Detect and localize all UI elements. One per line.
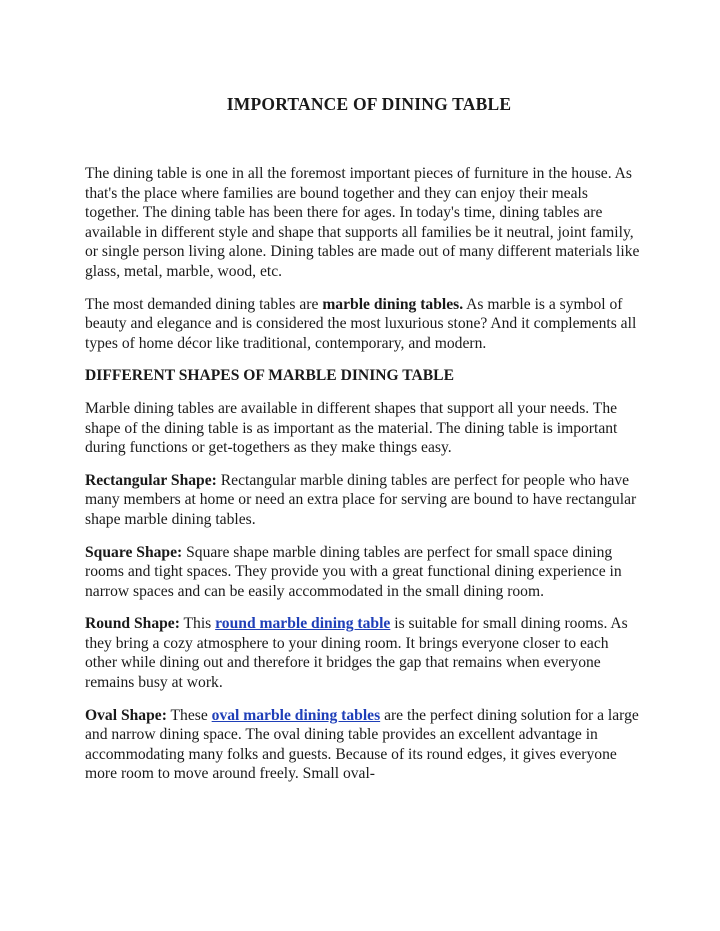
document-page xyxy=(85,94,641,797)
oval-marble-dining-tables-link[interactable]: oval marble dining tables xyxy=(211,706,381,724)
round-marble-dining-table-link[interactable]: round marble dining table xyxy=(215,615,391,633)
round-label: Round Shape: xyxy=(85,615,180,633)
square-paragraph xyxy=(85,543,641,602)
marble-paragraph xyxy=(85,295,641,354)
rectangular-label: Rectangular Shape: xyxy=(85,471,217,489)
marble-paragraph-text-1: The most demanded dining tables are xyxy=(85,295,323,313)
section-heading: DIFFERENT SHAPES OF MARBLE DINING TABLE xyxy=(85,367,454,385)
intro-paragraph: The dining table is one in all the foremost important pieces of furniture in the house. As that's the place where families are bound together and they can enjoy their meals together. The dining table has been there for ages. In today's time, dining tables are available in different style and shape that supports all families be it neutral, joint family, or single person living alone. Dining tables are made out of many different materials like glass, metal, marble, wood, etc. xyxy=(85,165,640,280)
marble-paragraph-text-2: As marble is a symbol of beauty and elegance and is considered the most luxurious stone? And it complements all types of home décor like traditional, contemporary, and modern. xyxy=(85,295,637,352)
oval-text-1: These xyxy=(166,706,212,724)
round-paragraph xyxy=(85,614,641,692)
marble-dining-tables-bold: marble dining tables. xyxy=(322,295,464,313)
round-text-1: This xyxy=(179,615,216,633)
round-text-2: is suitable for small dining rooms. As they bring a cozy atmosphere to your dining room. It brings everyone closer to each other while dining out and therefore it bridges the gap that remains when everyone remains busy at work. xyxy=(85,615,628,692)
rectangular-text: Rectangular marble dining tables are perfect for people who have many members at home or need an extra place for serving are bound to have rectangular shape marble dining tables. xyxy=(85,471,637,528)
oval-text-2: are the perfect dining solution for a large and narrow dining space. The oval dining table provides an excellent advantage in accommodating many folks and guests. Because of its round edges, it gives everyone more room to move around freely. Small oval- xyxy=(85,706,639,783)
shapes-intro-paragraph: Marble dining tables are available in different shapes that support all your needs. The shape of the dining table is as important as the material. The dining table is important during functions or get-togethers as they make things easy. xyxy=(85,399,618,457)
square-label: Square Shape: xyxy=(85,543,183,561)
oval-paragraph xyxy=(85,706,641,784)
document-title: IMPORTANCE OF DINING TABLE xyxy=(226,94,512,114)
rectangular-paragraph xyxy=(85,471,641,530)
oval-label: Oval Shape: xyxy=(85,706,167,724)
square-text: Square shape marble dining tables are perfect for small space dining rooms and tight spaces. They provide you with a great functional dining experience in narrow spaces and can be easily accommodated in the small dining room. xyxy=(85,543,622,600)
